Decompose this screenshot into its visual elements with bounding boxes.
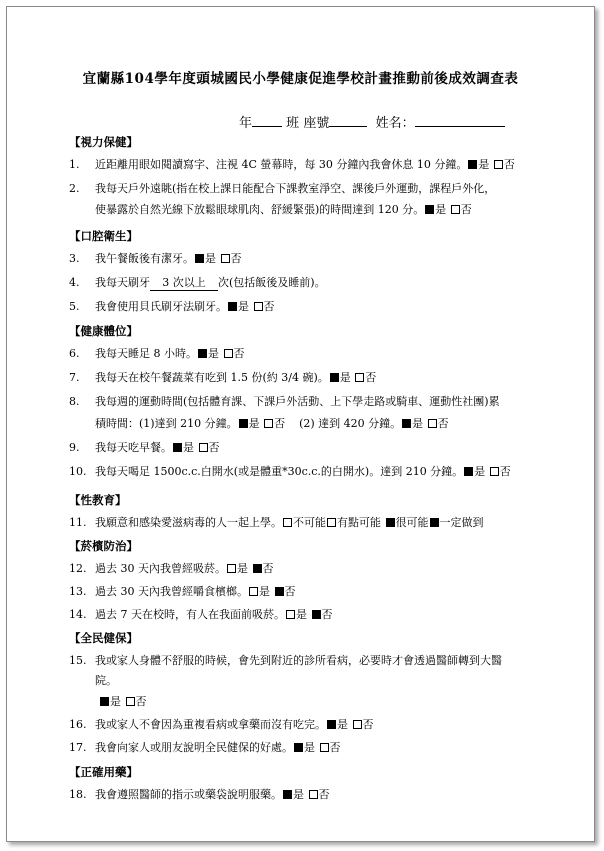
q12-no-checkbox[interactable] — [253, 564, 262, 573]
section-vision: 【視力保健】 — [69, 135, 138, 149]
question-10: 10. 我每天喝足 1500c.c.白開水(或是體重*30c.c.的白開水)。達到 210 分鐘。 是 否 — [69, 465, 511, 478]
section-fitness: 【健康體位】 — [69, 324, 138, 338]
q10-no-checkbox[interactable] — [490, 467, 499, 476]
question-12: 12. 過去 30 天內我曾經吸菸。 是 否 — [69, 562, 274, 575]
year-label: 年 — [239, 116, 253, 131]
q11-opt2-checkbox[interactable] — [327, 518, 336, 527]
q10-yes-checkbox[interactable] — [464, 467, 473, 476]
question-13: 13. 過去 30 天內我曾經嚼食檳榔。 是 否 — [69, 585, 296, 598]
question-11: 11. 我願意和感染愛滋病毒的人一起上學。 不可能 有點可能 很可能 一定做到 — [69, 516, 484, 529]
section-tobacco: 【菸檳防治】 — [69, 539, 138, 553]
student-info — [239, 112, 505, 131]
seat-blank[interactable] — [329, 114, 367, 127]
q14-yes-checkbox[interactable] — [286, 610, 295, 619]
question-1: 1. 近距離用眼如閱讀寫字、注視 4C 螢幕時，每 30 分鐘內我會休息 10 分鐘。 是 否 — [69, 158, 515, 171]
q15-no-checkbox[interactable] — [126, 697, 135, 706]
page-frame — [6, 6, 595, 842]
question-2: 2. 我每天戶外遠眺(指在校上課日能配合下課教室淨空、課後戶外運動，課程戶外化， — [69, 182, 496, 195]
name-label: 姓名： — [375, 116, 415, 131]
question-15: 15. 我或家人身體不舒服的時候，會先到附近的診所看病，必要時才會透過醫師轉到大醫 — [69, 654, 502, 667]
q17-yes-checkbox[interactable] — [294, 743, 303, 752]
q6-no-checkbox[interactable] — [224, 349, 233, 358]
q7-no-checkbox[interactable] — [355, 373, 364, 382]
class-label: 班 — [286, 116, 300, 131]
question-14: 14. 過去 7 天在校時，有人在我面前吸菸。 是 否 — [69, 608, 333, 621]
q18-yes-checkbox[interactable] — [283, 790, 292, 799]
q2-yes-checkbox[interactable] — [425, 205, 434, 214]
question-7: 7. 我每天在校午餐蔬菜有吃到 1.5 份(約 3/4 碗)。 是 否 — [69, 371, 377, 384]
class-blank[interactable] — [252, 114, 282, 127]
q11-opt4-checkbox[interactable] — [430, 518, 439, 527]
question-6: 6. 我每天睡足 8 小時。 是 否 — [69, 347, 245, 360]
q13-yes-checkbox[interactable] — [249, 587, 258, 596]
q5-yes-checkbox[interactable] — [228, 302, 237, 311]
q8-1-yes-checkbox[interactable] — [239, 419, 248, 428]
question-17: 17. 我會向家人或朋友說明全民健保的好處。 是 否 — [69, 741, 341, 754]
question-15-answer: 是 否 — [99, 695, 147, 709]
question-16: 16. 我或家人不會因為重複看病或拿藥而沒有吃完。 是 否 — [69, 718, 374, 731]
q3-no-checkbox[interactable] — [221, 254, 230, 263]
section-national-health-insurance: 【全民健保】 — [69, 631, 138, 645]
q8-2-yes-checkbox[interactable] — [402, 419, 411, 428]
q1-yes-checkbox[interactable] — [468, 160, 477, 169]
q5-no-checkbox[interactable] — [254, 302, 263, 311]
section-medication: 【正確用藥】 — [69, 765, 138, 779]
q8-1-no-checkbox[interactable] — [264, 419, 273, 428]
question-18: 18. 我會遵照醫師的指示或藥袋說明服藥。 是 否 — [69, 788, 330, 801]
q1-no-checkbox[interactable] — [494, 160, 503, 169]
q11-opt3-checkbox[interactable] — [386, 518, 395, 527]
q14-no-checkbox[interactable] — [312, 610, 321, 619]
q3-yes-checkbox[interactable] — [195, 254, 204, 263]
section-oral: 【口腔衛生】 — [69, 229, 138, 243]
question-15-cont: 院。 — [95, 674, 117, 687]
survey-document — [7, 7, 594, 841]
q6-yes-checkbox[interactable] — [198, 349, 207, 358]
seat-label: 座號 — [303, 116, 330, 131]
question-8: 8. 我每週的運動時間(包括體育課、下課戶外活動、上下學走路或騎車、運動性社團)累 — [69, 395, 500, 408]
q18-no-checkbox[interactable] — [309, 790, 318, 799]
q7-yes-checkbox[interactable] — [330, 373, 339, 382]
question-4: 4. 我每天刷牙 3 次以上 次(包括飯後及睡前)。 — [69, 276, 326, 289]
question-9: 9. 我每天吃早餐。 是 否 — [69, 441, 220, 454]
q16-yes-checkbox[interactable] — [327, 720, 336, 729]
question-2-cont: 使暴露於自然光線下放鬆眼球肌肉、舒緩緊張)的時間達到 120 分。 是 否 — [95, 203, 472, 216]
q2-no-checkbox[interactable] — [451, 205, 460, 214]
q9-no-checkbox[interactable] — [199, 443, 208, 452]
page-title: 宜蘭縣104學年度頭城國民小學健康促進學校計畫推動前後成效調查表 — [82, 71, 519, 87]
q11-opt1-checkbox[interactable] — [283, 518, 292, 527]
question-3: 3. 我午餐飯後有潔牙。 是 否 — [69, 252, 242, 265]
q9-yes-checkbox[interactable] — [173, 443, 182, 452]
q15-yes-checkbox[interactable] — [100, 697, 109, 706]
q8-2-no-checkbox[interactable] — [428, 419, 437, 428]
question-8-cont: 積時間：(1)達到 210 分鐘。 是 否 (2) 達到 420 分鐘。 是 否 — [95, 417, 449, 430]
q13-no-checkbox[interactable] — [275, 587, 284, 596]
section-sex-education: 【性教育】 — [69, 493, 127, 507]
q17-no-checkbox[interactable] — [320, 743, 329, 752]
question-5: 5. 我會使用貝氏刷牙法刷牙。 是 否 — [69, 300, 275, 313]
q12-yes-checkbox[interactable] — [227, 564, 236, 573]
q16-no-checkbox[interactable] — [353, 720, 362, 729]
brushing-count-field[interactable]: 3 次以上 — [150, 276, 218, 291]
name-blank[interactable] — [415, 114, 505, 127]
